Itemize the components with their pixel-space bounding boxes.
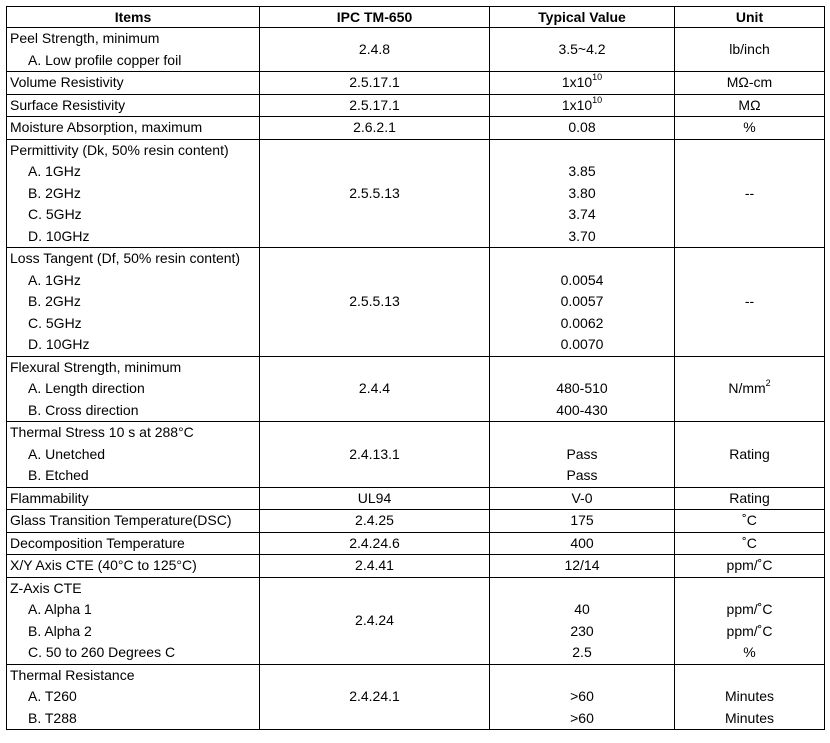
ipc-cell: 2.5.5.13 [260, 139, 490, 248]
value-base: 1x10 [561, 96, 593, 113]
sub-item-label: D. 10GHz [28, 227, 90, 244]
table-row [7, 28, 825, 72]
unit-line: Minutes [724, 688, 775, 704]
item-cell: Decomposition Temperature [7, 532, 260, 555]
unit-cell: MΩ-cm [675, 72, 825, 95]
value-cell: 0.08 [490, 117, 675, 140]
unit-line: % [743, 644, 756, 660]
value-line: Pass [566, 467, 598, 483]
ipc-cell: 2.5.5.13 [260, 248, 490, 357]
item-label: Thermal Stress 10 s at 288°C [10, 424, 194, 440]
sub-item-label: A. 1GHz [28, 271, 81, 288]
unit-line: ppm/˚C [726, 622, 773, 639]
sub-item-label: B. T288 [28, 709, 77, 726]
unit-cell: Rating [675, 487, 825, 510]
unit-cell [675, 577, 825, 664]
sub-item-label: A. 1GHz [28, 163, 81, 179]
value-cell [490, 94, 675, 117]
sub-item-label: A. T260 [28, 688, 77, 704]
value-line: 3.70 [568, 227, 596, 244]
sub-item-label: B. Etched [28, 467, 89, 483]
ipc-cell: 2.4.25 [260, 510, 490, 533]
header-typical-value: Typical Value [490, 7, 675, 28]
sub-item-label: D. 10GHz [28, 336, 90, 352]
table-row [7, 94, 825, 117]
value-exponent: 10 [592, 72, 603, 83]
value-line: Pass [566, 445, 598, 462]
item-label: Flexural Strength, minimum [10, 358, 182, 375]
sub-item-label: C. 5GHz [28, 206, 82, 222]
ipc-cell: 2.5.17.1 [260, 72, 490, 95]
unit-cell [675, 356, 825, 422]
sub-item-label: A. Length direction [28, 380, 145, 396]
unit-base: N/mm [728, 380, 766, 396]
item-cell [7, 28, 260, 72]
value-cell: V-0 [490, 487, 675, 510]
unit-cell: ˚C [675, 510, 825, 533]
unit-line: Minutes [724, 709, 775, 726]
item-cell: X/Y Axis CTE (40°C to 125°C) [7, 555, 260, 578]
ipc-cell: 2.4.13.1 [260, 422, 490, 488]
ipc-cell: 2.4.4 [260, 356, 490, 422]
value-base: 1x10 [561, 74, 593, 90]
ipc-cell: 2.4.24.1 [260, 664, 490, 730]
item-cell [7, 664, 260, 730]
unit-cell [675, 664, 825, 730]
ipc-cell: 2.4.41 [260, 555, 490, 578]
value-cell: 12/14 [490, 555, 675, 578]
value-line: 230 [570, 622, 594, 639]
unit-exponent: 2 [765, 378, 771, 389]
sub-item-label: A. Low profile copper foil [28, 51, 182, 68]
value-exponent: 10 [592, 94, 603, 105]
sub-item-label: B. 2GHz [28, 184, 81, 201]
table-row [7, 510, 825, 533]
table-row [7, 664, 825, 730]
value-cell: 175 [490, 510, 675, 533]
ipc-cell: 2.6.2.1 [260, 117, 490, 140]
item-cell [7, 139, 260, 248]
sub-item-label: B. Cross direction [28, 401, 139, 418]
ipc-cell: 2.4.24.6 [260, 532, 490, 555]
unit-cell: -- [675, 248, 825, 357]
unit-cell: ˚C [675, 532, 825, 555]
table-row [7, 248, 825, 357]
item-label: Thermal Resistance [10, 666, 135, 683]
value-line: 3.85 [568, 163, 596, 179]
ipc-cell: 2.4.8 [260, 28, 490, 72]
value-line: 0.0070 [560, 336, 604, 352]
table-row [7, 117, 825, 140]
value-cell [490, 139, 675, 248]
value-cell [490, 422, 675, 488]
table-row [7, 532, 825, 555]
header-unit: Unit [675, 7, 825, 28]
value-cell [490, 72, 675, 95]
value-line: 40 [574, 601, 590, 617]
table-row [7, 422, 825, 488]
table-row [7, 72, 825, 95]
value-line: 3.74 [568, 206, 596, 222]
sub-item-label: A. Alpha 1 [28, 601, 92, 617]
unit-cell: -- [675, 139, 825, 248]
value-cell [490, 248, 675, 357]
item-cell [7, 577, 260, 664]
ipc-cell: 2.5.17.1 [260, 94, 490, 117]
value-line: 0.0054 [560, 271, 604, 288]
item-cell [7, 356, 260, 422]
header-items: Items [7, 7, 260, 28]
item-cell: Volume Resistivity [7, 72, 260, 95]
sub-item-label: C. 5GHz [28, 314, 82, 331]
ipc-cell: UL94 [260, 487, 490, 510]
unit-cell: MΩ [675, 94, 825, 117]
unit-cell: % [675, 117, 825, 140]
sub-item-label: A. Unetched [28, 445, 106, 462]
item-label: Peel Strength, minimum [10, 30, 160, 46]
table-row [7, 487, 825, 510]
unit-line: ppm/˚C [726, 601, 773, 617]
value-cell [490, 577, 675, 664]
item-label: Permittivity (Dk, 50% resin content) [10, 141, 229, 158]
sub-item-label: B. 2GHz [28, 293, 81, 309]
item-cell: Flammability [7, 487, 260, 510]
value-line: 0.0062 [560, 314, 604, 331]
sub-item-label: B. Alpha 2 [28, 622, 92, 639]
item-label: Loss Tangent (Df, 50% resin content) [10, 250, 241, 266]
value-line: 400-430 [556, 401, 608, 418]
unit-cell: Rating [675, 422, 825, 488]
item-cell: Glass Transition Temperature(DSC) [7, 510, 260, 533]
item-label: Z-Axis CTE [10, 579, 82, 596]
item-cell [7, 248, 260, 357]
item-cell: Surface Resistivity [7, 94, 260, 117]
specs-table [6, 6, 825, 730]
table-row [7, 555, 825, 578]
item-cell [7, 422, 260, 488]
table-row [7, 577, 825, 664]
value-line: 0.0057 [560, 293, 604, 309]
header-ipc: IPC TM-650 [260, 7, 490, 28]
value-cell: 3.5~4.2 [490, 28, 675, 72]
value-line: 480-510 [556, 380, 608, 396]
unit-cell: lb/inch [675, 28, 825, 72]
header-row [7, 7, 825, 28]
unit-cell: ppm/˚C [675, 555, 825, 578]
table-row [7, 139, 825, 248]
table-row [7, 356, 825, 422]
value-cell [490, 356, 675, 422]
sub-item-label: C. 50 to 260 Degrees C [28, 644, 176, 660]
value-line: 2.5 [572, 644, 592, 660]
value-cell [490, 664, 675, 730]
value-line: 3.80 [568, 184, 596, 201]
value-line: >60 [570, 688, 594, 704]
ipc-cell: 2.4.24 [260, 577, 490, 664]
item-cell: Moisture Absorption, maximum [7, 117, 260, 140]
value-line: >60 [570, 709, 594, 726]
value-cell: 400 [490, 532, 675, 555]
